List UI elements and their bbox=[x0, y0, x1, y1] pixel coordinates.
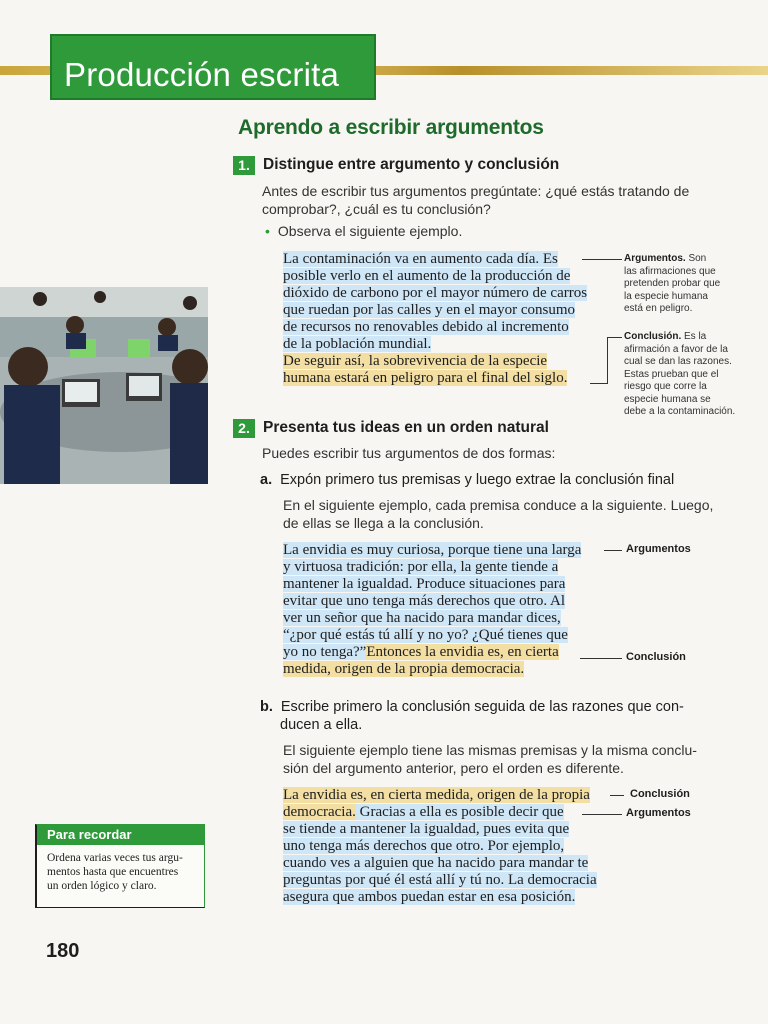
example-line: preguntas por qué él está allí y tú no. La democracia bbox=[283, 872, 597, 888]
connector-line bbox=[582, 259, 622, 260]
desc-line: En el siguiente ejemplo, cada premisa conduce a la siguiente. Luego, bbox=[283, 497, 714, 513]
subsection-title-text: Escribe primero la conclusión seguida de las razones que con- bbox=[280, 699, 684, 715]
desc-line: de ellas se llega a la conclusión. bbox=[283, 515, 484, 531]
section-2-intro: Puedes escribir tus argumentos de dos formas: bbox=[262, 445, 556, 461]
example-line: de la población mundial. bbox=[283, 336, 432, 352]
subsection-letter: b. bbox=[260, 699, 273, 715]
bullet-text: Observa el siguiente ejemplo. bbox=[277, 223, 463, 239]
reminder-line: un orden lógico y claro. bbox=[47, 880, 157, 892]
example-line: de recursos no renovables debido al incremento bbox=[283, 319, 569, 335]
example-conclusion-line: De seguir así, la sobrevivencia de la especie bbox=[283, 353, 548, 369]
subsection-b-desc bbox=[283, 741, 697, 777]
section-1-title: Distingue entre argumento y conclusión bbox=[263, 156, 560, 173]
tag-arguments: Argumentos bbox=[626, 543, 691, 555]
example-conclusion-line: medida, origen de la propia democracia. bbox=[283, 661, 525, 677]
desc-line: sión del argumento anterior, pero el orden es diferente. bbox=[283, 760, 624, 776]
example-line: evitar que uno tenga más derechos que otro. Al bbox=[283, 593, 565, 609]
example-line: uno tenga más derechos que otro. Por ejemplo, bbox=[283, 838, 565, 854]
example-line: asegura que ambos puedan estar en esa posición. bbox=[283, 889, 576, 905]
connector-line bbox=[590, 383, 608, 384]
subsection-b-title bbox=[260, 698, 684, 734]
reminder-title: Para recordar bbox=[37, 825, 204, 845]
example-b bbox=[283, 787, 597, 906]
example-line: “¿por qué estás tú allí y no yo? ¿Qué tienes que bbox=[283, 627, 568, 643]
example-conclusion-line: La envidia es, en cierta medida, origen de la propia bbox=[283, 787, 590, 803]
example-line: que ruedan por las calles y en el mayor consumo bbox=[283, 302, 575, 318]
note-line: Son bbox=[688, 253, 707, 264]
connector-bracket bbox=[607, 337, 608, 383]
note-line: Estas prueban que el bbox=[624, 368, 719, 380]
section-1-intro bbox=[262, 182, 689, 218]
note-line: la especie humana bbox=[624, 290, 708, 302]
desc-line: El siguiente ejemplo tiene las mismas premisas y la misma conclu- bbox=[283, 742, 697, 758]
subsection-title-text: ducen a ella. bbox=[280, 717, 363, 733]
note-conclusion bbox=[624, 331, 736, 419]
note-line: las afirmaciones que bbox=[624, 265, 716, 277]
note-line: cual se dan las razones. bbox=[624, 356, 732, 367]
connector-line bbox=[604, 550, 622, 551]
note-line: afirmación a favor de la bbox=[624, 343, 728, 355]
note-line: pretenden probar que bbox=[624, 278, 721, 289]
connector-line bbox=[582, 814, 622, 815]
example-a bbox=[283, 542, 581, 678]
note-label: Argumentos. bbox=[624, 253, 686, 264]
example-line: mantener la igualdad. Produce situaciones para bbox=[283, 576, 566, 592]
example-conclusion-line: Entonces la envidia es, en cierta bbox=[366, 644, 559, 660]
note-arguments bbox=[624, 253, 734, 316]
example-1 bbox=[283, 251, 587, 387]
main-title: Aprendo a escribir argumentos bbox=[238, 116, 544, 139]
note-line: especie humana se bbox=[624, 393, 711, 405]
reminder-box bbox=[35, 824, 205, 908]
example-line: dióxido de carbono por el mayor número de carros bbox=[283, 285, 588, 301]
section-1-bullet bbox=[265, 223, 462, 239]
reminder-line: mentos hasta que encuentres bbox=[47, 866, 179, 878]
tag-conclusion: Conclusión bbox=[630, 788, 690, 800]
section-2-number: 2. bbox=[233, 419, 255, 438]
example-conclusion-line: humana estará en peligro para el final del siglo. bbox=[283, 370, 568, 386]
note-line: Es la bbox=[684, 331, 707, 342]
section-2-title: Presenta tus ideas en un orden natural bbox=[263, 419, 549, 436]
subsection-a-desc bbox=[283, 496, 713, 532]
tag-arguments: Argumentos bbox=[626, 807, 691, 819]
intro-line: comprobar?, ¿cuál es tu conclusión? bbox=[262, 201, 491, 217]
note-line: riesgo que corre la bbox=[624, 381, 707, 392]
example-line: y virtuosa tradición: por ella, la gente tiende a bbox=[283, 559, 559, 575]
connector-line bbox=[580, 658, 622, 659]
subsection-title-text: Expón primero tus premisas y luego extrae la conclusión final bbox=[280, 472, 675, 488]
banner-title: Producción escrita bbox=[64, 56, 340, 93]
reminder-line: Ordena varias veces tus argu- bbox=[47, 852, 183, 864]
reminder-text bbox=[37, 845, 204, 893]
example-line: La contaminación va en aumento cada día. Es bbox=[283, 251, 558, 267]
classroom-photo bbox=[0, 287, 208, 484]
connector-line bbox=[607, 337, 622, 338]
example-line: yo no tenga?” bbox=[283, 644, 367, 660]
note-line: está en peligro. bbox=[624, 303, 693, 314]
section-1-number: 1. bbox=[233, 156, 255, 175]
subsection-letter: a. bbox=[260, 472, 273, 488]
note-line: debe a la contaminación. bbox=[624, 406, 736, 417]
example-line: se tiende a mantener la igualdad, pues evita que bbox=[283, 821, 570, 837]
section-banner bbox=[50, 34, 376, 100]
example-line: La envidia es muy curiosa, porque tiene una larga bbox=[283, 542, 582, 558]
page-number: 180 bbox=[46, 940, 80, 962]
bullet-dot-icon: • bbox=[265, 223, 270, 239]
intro-line: Antes de escribir tus argumentos pregúntate: ¿qué estás tratando de bbox=[262, 183, 690, 199]
example-conclusion-line: democracia. bbox=[283, 804, 356, 820]
note-label: Conclusión. bbox=[624, 331, 682, 342]
example-line: posible verlo en el aumento de la producción de bbox=[283, 268, 571, 284]
example-line: cuando ves a alguien que ha nacido para mandar te bbox=[283, 855, 589, 871]
classroom-illustration bbox=[0, 287, 208, 484]
connector-line bbox=[610, 795, 624, 796]
example-line: ver un señor que ha nacido para mandar dices, bbox=[283, 610, 561, 626]
subsection-a-title bbox=[260, 472, 674, 488]
example-line: Gracias a ella es posible decir que bbox=[355, 804, 564, 820]
tag-conclusion: Conclusión bbox=[626, 651, 686, 663]
